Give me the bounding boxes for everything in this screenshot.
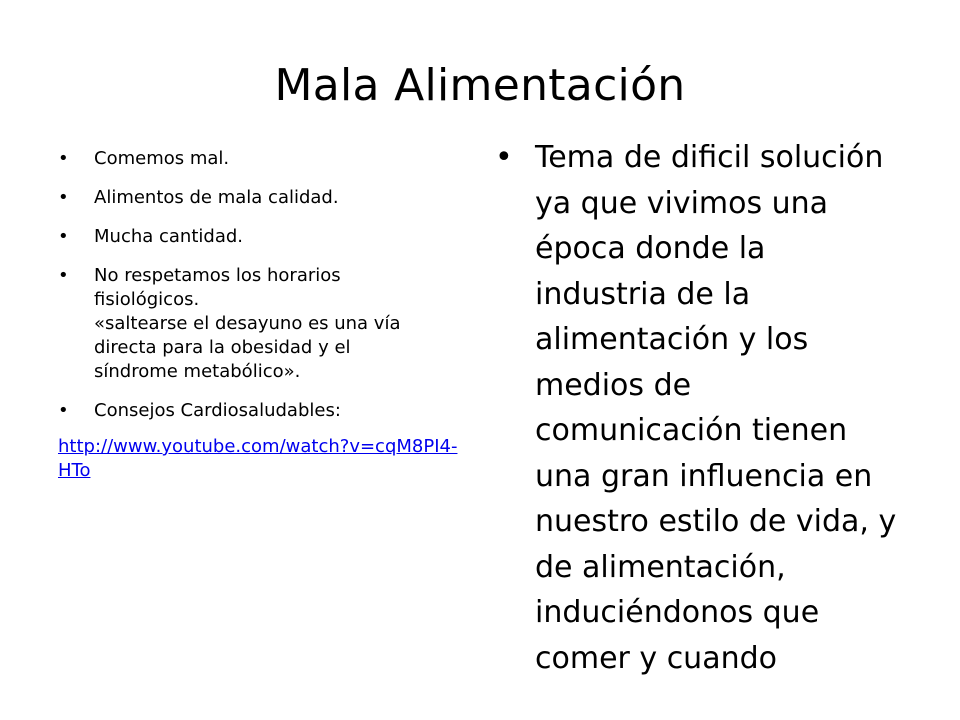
paragraph-line: industria de la bbox=[535, 276, 751, 312]
bullet-icon: • bbox=[58, 400, 69, 421]
list-item-text: Mucha cantidad. bbox=[94, 226, 243, 247]
list-item-text: Consejos Cardiosaludables: bbox=[94, 400, 341, 421]
left-bullet-list bbox=[58, 147, 478, 423]
paragraph-line: medios de bbox=[535, 367, 692, 403]
paragraph-line: ya que vivimos una bbox=[535, 185, 829, 221]
bullet-icon: • bbox=[58, 187, 69, 208]
list-item bbox=[58, 399, 478, 423]
list-item bbox=[58, 264, 478, 384]
list-item-text: Comemos mal. bbox=[94, 148, 230, 169]
list-item-quote: «saltearse el desayuno es una vía bbox=[94, 313, 401, 334]
paragraph-line: época donde la bbox=[535, 231, 766, 266]
bullet-icon: • bbox=[58, 226, 69, 247]
paragraph-line: de alimentación, bbox=[535, 549, 786, 585]
paragraph-line: Tema de dificil solución bbox=[535, 140, 884, 175]
list-item bbox=[58, 147, 478, 171]
list-item-quote: síndrome metabólico». bbox=[94, 361, 301, 382]
paragraph-line: comunicación tienen bbox=[535, 413, 848, 448]
bullet-icon: • bbox=[495, 140, 513, 175]
paragraph-line: nuestro estilo de vida, y bbox=[535, 504, 897, 539]
bullet-icon: • bbox=[58, 265, 69, 286]
list-item-text: No respetamos los horarios bbox=[94, 265, 341, 286]
left-column bbox=[58, 147, 478, 483]
list-item-quote: directa para la obesidad y el bbox=[94, 337, 351, 358]
slide-title: Mala Alimentación bbox=[274, 60, 686, 111]
right-bullet-item bbox=[495, 135, 920, 681]
bullet-icon: • bbox=[58, 148, 69, 169]
list-item-text: fisiológicos. bbox=[94, 289, 200, 310]
list-item-text: Alimentos de mala calidad. bbox=[94, 187, 339, 208]
paragraph-line: una gran influencia en bbox=[535, 458, 873, 494]
paragraph-line: alimentación y los bbox=[535, 322, 809, 357]
list-item bbox=[58, 225, 478, 249]
list-item bbox=[58, 186, 478, 210]
paragraph-line: comer y cuando bbox=[535, 640, 777, 676]
right-column bbox=[495, 135, 920, 681]
youtube-link[interactable]: http://www.youtube.com/watch?v=cqM8PI4-HTo bbox=[58, 436, 458, 481]
paragraph-line: induciéndonos que bbox=[535, 595, 820, 630]
